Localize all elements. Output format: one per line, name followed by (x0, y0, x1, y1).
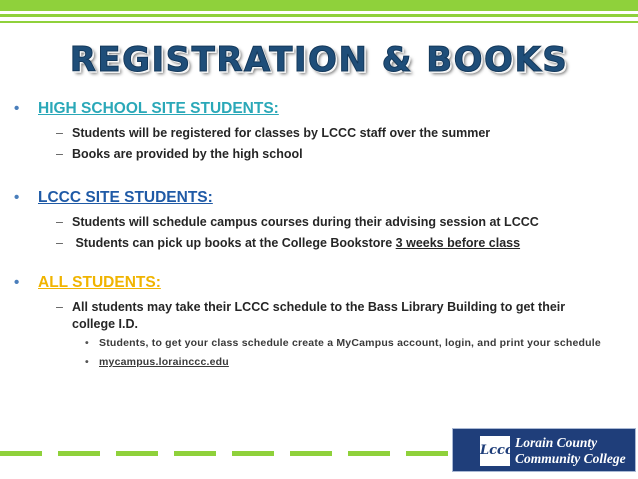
dash-icon: – (56, 236, 63, 250)
section-heading (14, 189, 624, 207)
list-item-text: Students will schedule campus courses during their advising session at LCCC (72, 215, 539, 229)
list-item (14, 146, 624, 163)
sub-list-item (14, 336, 614, 351)
top-green-stripe (0, 0, 638, 11)
bullet-icon: • (14, 274, 20, 291)
bookstore-deadline-link[interactable]: 3 weeks before class (395, 236, 521, 250)
sub-list-item-text: Students, to get your class schedule create a MyCampus account, login, and print your schedule (99, 337, 601, 349)
page-title: REGISTRATION & BOOKS (69, 40, 569, 80)
dash-segment (406, 451, 448, 456)
section-high-school (14, 100, 624, 163)
list-item-text: Students will be registered for classes by LCCC staff over the summer (72, 126, 491, 140)
lccc-logo-icon: Lccc (480, 436, 510, 466)
bullet-icon: • (85, 337, 89, 349)
dash-segment (174, 451, 216, 456)
logo-line-1: Lorain County (515, 435, 598, 450)
logo-line-2: Community College (515, 450, 626, 466)
logo-text (515, 435, 626, 466)
dash-icon: – (56, 300, 63, 314)
heading-text: HIGH SCHOOL SITE STUDENTS: (38, 100, 279, 117)
top-green-line (0, 14, 638, 17)
dash-segment (58, 451, 100, 456)
dash-icon: – (56, 215, 63, 229)
list-item (14, 125, 624, 142)
dash-segment (348, 451, 390, 456)
dash-icon: – (56, 126, 63, 140)
section-heading (14, 100, 624, 118)
bullet-icon: • (14, 100, 20, 117)
dash-segment (116, 451, 158, 456)
list-item-text: Students can pick up books at the College Bookstore (72, 236, 396, 250)
section-heading (14, 274, 624, 292)
list-item-text: Books are provided by the high school (72, 147, 303, 161)
list-item-text: All students may take their LCCC schedule to the Bass Library Building to get their college I.D. (72, 300, 566, 331)
dash-icon: – (56, 147, 63, 161)
sub-list-item (14, 355, 624, 370)
top-green-thin-line (0, 21, 638, 23)
section-all-students (14, 274, 624, 370)
dash-segment (290, 451, 332, 456)
list-item (14, 214, 624, 231)
bullet-icon: • (14, 189, 20, 206)
heading-text: ALL STUDENTS: (38, 274, 161, 291)
bullet-icon: • (85, 356, 89, 368)
section-lccc-site (14, 189, 624, 252)
lorain-county-logo (452, 428, 636, 472)
dash-segment (0, 451, 42, 456)
list-item (14, 235, 624, 252)
heading-text: LCCC SITE STUDENTS: (38, 189, 213, 206)
list-item (14, 299, 592, 333)
mycampus-link[interactable]: mycampus.lorainccc.edu (99, 356, 229, 368)
dash-segment (232, 451, 274, 456)
